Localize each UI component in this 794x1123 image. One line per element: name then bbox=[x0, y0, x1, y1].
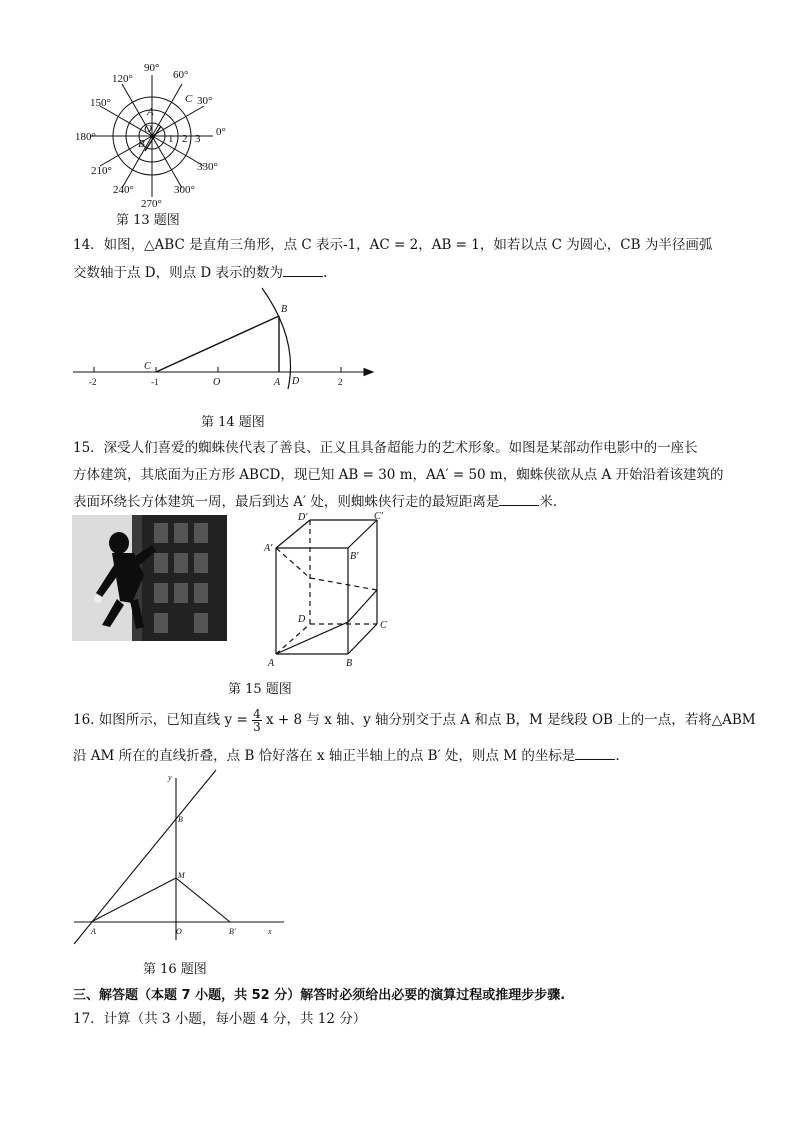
polar-grid-figure bbox=[75, 55, 250, 215]
angle-label-330: 330° bbox=[197, 161, 218, 173]
point-label-B: B bbox=[281, 304, 288, 315]
answer-blank-16[interactable] bbox=[575, 747, 615, 760]
angle-label-90: 90° bbox=[144, 62, 160, 74]
point-label-C: C bbox=[144, 361, 151, 372]
vertex-label-C1: C′ bbox=[374, 511, 383, 522]
axis-label-y: y bbox=[168, 773, 172, 782]
point-label-B-prime: B′ bbox=[229, 927, 236, 936]
angle-label-240: 240° bbox=[113, 184, 134, 196]
angle-label-120: 120° bbox=[112, 73, 133, 85]
spider-path bbox=[276, 590, 377, 654]
fig16-caption: 第 16 题图 bbox=[143, 962, 207, 977]
ring-label-2: 2 bbox=[182, 133, 188, 145]
fig13-caption: 第 13 题图 bbox=[116, 213, 180, 228]
tick-label-neg2: -2 bbox=[89, 377, 97, 387]
angle-label-180: 180° bbox=[75, 131, 96, 143]
tick-label-A: A bbox=[274, 377, 281, 388]
q16-line2: 沿 AM 所在的直线折叠，点 B 恰好落在 x 轴正半轴上的点 B′ 处，则点 M 的坐标是 . bbox=[73, 748, 620, 764]
angle-label-30: 30° bbox=[197, 95, 213, 107]
answer-blank-14[interactable] bbox=[283, 264, 323, 277]
q16-line1: 16. 如图所示，已知直线 y = $\frac{4}{3}$ x + 8 与 x 轴、y 轴分别交于点 A 和点 B，M 是线段 OB 上的一点，若将△ABM bbox=[73, 707, 756, 734]
section3-heading: 三、解答题（本题 7 小题，共 52 分）解答时必须给出必要的演算过程或推理步步骤. bbox=[73, 988, 566, 1003]
point-label-O: O bbox=[176, 927, 182, 936]
point-label-B: B bbox=[178, 815, 183, 824]
vertex-label-A1: A′ bbox=[264, 543, 273, 554]
fraction-4-3: $\frac{4}{3}$ bbox=[253, 707, 261, 734]
vertex-label-B: B bbox=[346, 658, 353, 669]
coordinate-figure bbox=[70, 768, 290, 948]
q17-heading: 17．计算（共 3 小题，每小题 4 分，共 12 分） bbox=[73, 1011, 367, 1027]
q15-line3: 表面环绕长方体建筑一周，最后到达 A′ 处，则蜘蛛侠行走的最短距离是 米. bbox=[73, 494, 558, 510]
number-line-arrow bbox=[364, 369, 373, 376]
answer-blank-15[interactable] bbox=[499, 493, 539, 506]
q14-line2: 交数轴于点 D，则点 D 表示的数为 . bbox=[73, 265, 328, 281]
spiderman-photo bbox=[72, 515, 227, 641]
vertex-label-B1: B′ bbox=[350, 551, 359, 562]
angle-label-270: 270° bbox=[141, 198, 162, 210]
spider-path-hidden bbox=[276, 548, 377, 590]
q15-line2: 方体建筑，其底面为正方形 ABCD，现已知 AB = 30 m，AA′ = 50 m，蜘蛛侠欲从点 A 开始沿着该建筑的 bbox=[73, 467, 724, 483]
point-label-D: D bbox=[292, 376, 300, 387]
ring-label-1: 1 bbox=[168, 133, 174, 145]
axis-label-x: x bbox=[268, 927, 272, 936]
point-label-C: C bbox=[185, 93, 193, 105]
number-line-figure bbox=[70, 285, 380, 390]
triangle-CB bbox=[156, 316, 279, 372]
tick-label-2: 2 bbox=[338, 377, 343, 387]
line-AB bbox=[74, 770, 216, 944]
cuboid-figure bbox=[262, 510, 397, 670]
q14-line1: 14．如图，△ABC 是直角三角形，点 C 表示-1，AC = 2，AB = 1，如若以点 C 为圆心，CB 为半径画弧 bbox=[73, 237, 713, 253]
point-label-A: A bbox=[91, 927, 96, 936]
point-label-O: O bbox=[144, 123, 152, 135]
point-label-B: B bbox=[138, 138, 145, 150]
vertex-label-A: A bbox=[268, 658, 275, 669]
point-label-M: M bbox=[178, 871, 185, 880]
angle-label-150: 150° bbox=[90, 97, 111, 109]
angle-label-210: 210° bbox=[91, 165, 112, 177]
fig15-caption: 第 15 题图 bbox=[228, 682, 292, 697]
fig14-caption: 第 14 题图 bbox=[201, 415, 265, 430]
angle-label-60: 60° bbox=[173, 69, 189, 81]
vertex-label-D1: D′ bbox=[298, 512, 308, 523]
tick-label-neg1: -1 bbox=[151, 377, 159, 387]
vertex-label-D: D bbox=[298, 614, 306, 625]
vertex-label-C: C bbox=[380, 620, 387, 631]
angle-label-300: 300° bbox=[174, 184, 195, 196]
angle-label-0: 0° bbox=[216, 126, 226, 138]
tick-label-O: O bbox=[213, 377, 221, 388]
point-label-A: A bbox=[147, 106, 154, 118]
ring-label-3: 3 bbox=[195, 133, 201, 145]
q15-line1: 15．深受人们喜爱的蜘蛛侠代表了善良、正义且具备超能力的艺术形象。如图是某部动作电影中的一座长 bbox=[73, 440, 698, 456]
